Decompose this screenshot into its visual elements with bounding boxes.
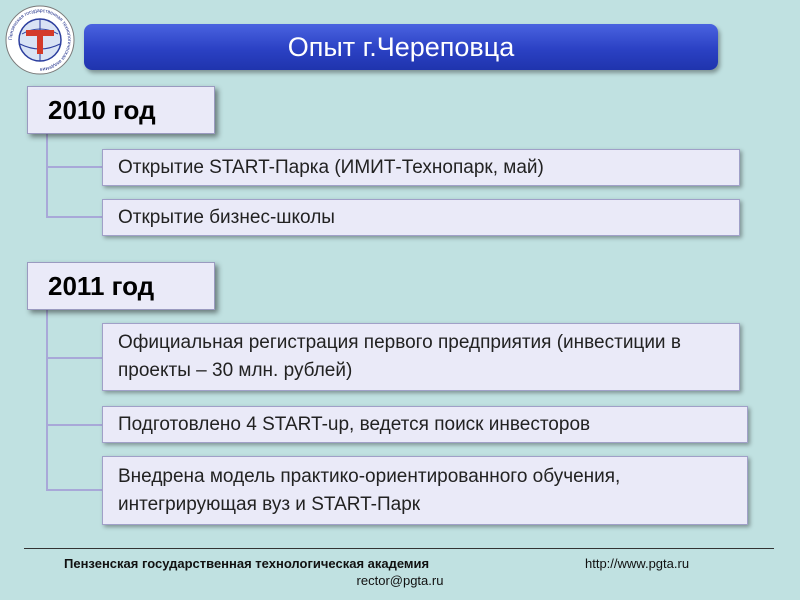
footer-website-link[interactable]: http://www.pgta.ru: [585, 556, 690, 571]
slide-title: Опыт г.Череповца: [84, 24, 718, 70]
milestone-item: Подготовлено 4 START-up, ведется поиск инвесторов: [102, 406, 748, 443]
footer-divider: [24, 548, 774, 549]
academy-logo: [4, 4, 76, 76]
milestone-item: Внедрена модель практико-ориентированного обучения, интегрирующая вуз и START-Парк: [102, 456, 748, 525]
milestone-item: Официальная регистрация первого предприятия (инвестиции в проекты – 30 млн. рублей): [102, 323, 740, 391]
connector-line: [46, 357, 103, 359]
milestone-item: Открытие бизнес-школы: [102, 199, 740, 236]
year-heading-2011: 2011 год: [27, 262, 215, 310]
connector-line: [46, 134, 48, 217]
footer-email-link[interactable]: rector@pgta.ru: [356, 573, 444, 588]
footer-academy-name: Пензенская государственная технологическая академия: [64, 556, 430, 571]
milestone-item: Открытие START-Парка (ИМИТ-Технопарк, май): [102, 149, 740, 186]
year-heading-2010: 2010 год: [27, 86, 215, 134]
connector-line: [46, 166, 103, 168]
connector-line: [46, 310, 48, 490]
logo-ring-text: Пензенская государственная технологическая академия: [7, 7, 73, 73]
connector-line: [46, 216, 103, 218]
connector-line: [46, 424, 103, 426]
connector-line: [46, 489, 103, 491]
